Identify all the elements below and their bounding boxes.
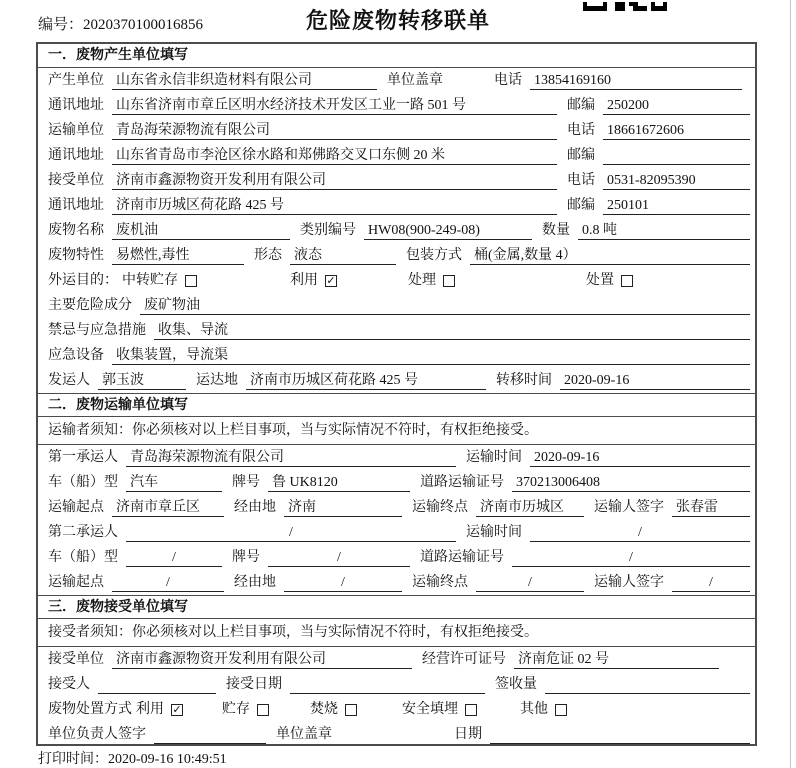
field-value: / xyxy=(476,574,584,592)
notice-row: 运输者须知：你必须核对以上栏目事项，当与实际情况不符时，有权拒绝接受。 xyxy=(38,417,755,445)
form-row xyxy=(38,495,755,520)
section-header: 三．废物接受单位填写 xyxy=(38,595,755,619)
field-value: 青岛海荣源物流有限公司 xyxy=(126,449,456,467)
checkbox-unchecked-icon xyxy=(555,704,567,716)
field-label: 接受日期 xyxy=(226,677,282,692)
spacer xyxy=(447,89,494,90)
field-label: 通讯地址 xyxy=(48,148,104,163)
field-label: 应急设备 xyxy=(48,348,104,363)
checkbox-unchecked-icon xyxy=(345,704,357,716)
field-label: 禁忌与应急措施 xyxy=(48,323,146,338)
checkbox-unchecked-icon xyxy=(621,275,633,287)
field-value: 桶(金属,数量 4） xyxy=(470,247,750,265)
field-label: 转移时间 xyxy=(496,373,552,388)
field-value: 2020-09-16 xyxy=(560,372,750,390)
field-label: 主要危险成分 xyxy=(48,298,132,313)
checkbox-item xyxy=(136,701,222,719)
field-value: 370213006408 xyxy=(512,474,750,492)
field-value xyxy=(98,676,216,694)
field-value: 山东省济南市章丘区明水经济技术开发区工业一路 501 号 xyxy=(112,97,557,115)
spacer xyxy=(729,668,752,669)
field-value: 0531-82095390 xyxy=(603,172,750,190)
field-label: 产生单位 xyxy=(48,73,104,88)
form-row xyxy=(38,68,755,93)
form-row xyxy=(38,697,755,722)
field-value: / xyxy=(672,574,750,592)
field-value: 济南市鑫源物资开发利用有限公司 xyxy=(112,651,412,669)
form-row xyxy=(38,293,755,318)
field-label: 运输起点 xyxy=(48,500,104,515)
field-label: 经营许可证号 xyxy=(422,652,506,667)
field-value: / xyxy=(126,524,456,542)
field-value xyxy=(545,676,750,694)
form-row xyxy=(38,520,755,545)
section-1 xyxy=(38,44,755,393)
field-value: 废机油 xyxy=(112,222,290,240)
field-value: 山东省永信非织造材料有限公司 xyxy=(112,72,377,90)
field-label: 运输时间 xyxy=(466,450,522,465)
field-label: 接受单位 xyxy=(48,173,104,188)
field-label: 单位盖章 xyxy=(276,727,332,742)
checkbox-item xyxy=(408,272,586,290)
checkbox-label: 处理 xyxy=(408,273,436,288)
field-value: / xyxy=(512,549,750,567)
field-label: 牌号 xyxy=(232,550,260,565)
field-value xyxy=(154,726,266,744)
form-row xyxy=(38,268,755,293)
field-label: 接受单位 xyxy=(48,652,104,667)
field-label: 废物处置方式 xyxy=(48,702,132,717)
section-header: 二．废物运输单位填写 xyxy=(38,393,755,417)
print-time-label: 打印时间： xyxy=(38,752,108,767)
field-label: 邮编 xyxy=(567,148,595,163)
field-value: 液态 xyxy=(290,247,396,265)
qr-code-fragment-icon xyxy=(583,0,667,9)
serial-number-value: 2020370100016856 xyxy=(83,17,204,33)
checkbox-unchecked-icon xyxy=(257,704,269,716)
field-label: 道路运输证号 xyxy=(420,550,504,565)
checkbox-label: 安全填埋 xyxy=(402,702,458,717)
field-value: 济南危证 02 号 xyxy=(514,651,719,669)
field-label: 单位负责人签字 xyxy=(48,727,146,742)
print-time-value: 2020-09-16 10:49:51 xyxy=(108,752,227,767)
checkbox-checked-icon: ✓ xyxy=(326,274,336,287)
serial-number-label: 编号： xyxy=(38,17,84,33)
checkbox-item xyxy=(222,701,310,719)
field-value: 0.8 吨 xyxy=(578,222,750,240)
page-title: 危险废物转移联单 xyxy=(305,9,490,34)
form-row xyxy=(38,218,755,243)
field-label: 运输时间 xyxy=(466,525,522,540)
field-value: 张春雷 xyxy=(672,499,750,517)
form-row xyxy=(38,570,755,595)
field-value: 济南市历城区荷花路 425 号 xyxy=(246,372,486,390)
field-label: 发运人 xyxy=(48,373,90,388)
field-label: 运输终点 xyxy=(412,500,468,515)
field-label: 第二承运人 xyxy=(48,525,118,540)
field-label: 邮编 xyxy=(567,98,595,113)
section-2 xyxy=(38,393,755,595)
checkbox-checked-icon: ✓ xyxy=(172,703,182,716)
section-header: 一．废物产生单位填写 xyxy=(38,44,755,68)
field-value: / xyxy=(530,524,750,542)
form-row xyxy=(38,318,755,343)
checkbox-label: 利用 xyxy=(136,702,164,717)
field-label: 道路运输证号 xyxy=(420,475,504,490)
field-value: 250200 xyxy=(603,97,750,115)
field-value: 易燃性,毒性 xyxy=(112,247,244,265)
field-label: 包装方式 xyxy=(406,248,462,263)
field-label: 运输人签字 xyxy=(594,500,664,515)
form-row xyxy=(38,672,755,697)
field-value: 济南市鑫源物资开发利用有限公司 xyxy=(112,172,557,190)
field-label: 日期 xyxy=(454,727,482,742)
field-value: 济南市章丘区 xyxy=(112,499,224,517)
form-box xyxy=(36,42,757,746)
field-value: 收集、导流 xyxy=(154,322,750,340)
form-row xyxy=(38,143,755,168)
field-value xyxy=(490,726,750,744)
checkbox-unchecked-icon xyxy=(185,275,197,287)
checkbox-label: 其他 xyxy=(520,702,548,717)
field-value: 250101 xyxy=(603,197,750,215)
field-value xyxy=(290,676,485,694)
form-row xyxy=(38,93,755,118)
field-value: 郭玉波 xyxy=(98,372,186,390)
field-label: 废物名称 xyxy=(48,223,104,238)
field-value: / xyxy=(112,574,224,592)
field-value: / xyxy=(284,574,402,592)
form-row xyxy=(38,545,755,570)
checkbox-item xyxy=(290,272,408,290)
field-label: 运输人签字 xyxy=(594,575,664,590)
spacer xyxy=(336,743,454,744)
field-label: 签收量 xyxy=(495,677,537,692)
field-label: 电话 xyxy=(494,73,522,88)
form-row xyxy=(38,118,755,143)
field-value: 收集装置，导流渠 xyxy=(112,347,750,365)
field-value: / xyxy=(126,549,222,567)
field-label: 类别编号 xyxy=(300,223,356,238)
field-label: 数量 xyxy=(542,223,570,238)
field-value: 13854169160 xyxy=(530,72,742,90)
form-row xyxy=(38,445,755,470)
field-value: 2020-09-16 xyxy=(530,449,750,467)
checkbox-unchecked-icon xyxy=(465,704,477,716)
section-3 xyxy=(38,595,755,746)
field-value: 青岛海荣源物流有限公司 xyxy=(112,122,557,140)
checkbox-item xyxy=(586,272,633,290)
field-label: 运输起点 xyxy=(48,575,104,590)
field-value: 济南市历城区 xyxy=(476,499,584,517)
checkbox-item xyxy=(310,701,402,719)
form-row xyxy=(38,193,755,218)
field-label: 运输单位 xyxy=(48,123,104,138)
field-label: 废物特性 xyxy=(48,248,104,263)
field-label: 接受人 xyxy=(48,677,90,692)
field-label: 邮编 xyxy=(567,198,595,213)
checkbox-label: 中转贮存 xyxy=(122,273,178,288)
field-label: 第一承运人 xyxy=(48,450,118,465)
page-edge-line xyxy=(790,0,791,768)
checkbox-item xyxy=(122,272,290,290)
field-label: 单位盖章 xyxy=(387,73,443,88)
checkbox-label: 利用 xyxy=(290,273,318,288)
checkbox-label: 处置 xyxy=(586,273,614,288)
form-row xyxy=(38,368,755,393)
field-value: 山东省青岛市李沧区徐水路和郑佛路交叉口东侧 20 米 xyxy=(112,147,557,165)
checkbox-item xyxy=(520,701,567,719)
field-label: 外运目的： xyxy=(48,273,118,288)
checkbox-unchecked-icon xyxy=(443,275,455,287)
field-value: 济南 xyxy=(284,499,402,517)
field-label: 经由地 xyxy=(234,500,276,515)
form-row xyxy=(38,243,755,268)
form-row xyxy=(38,722,755,746)
field-label: 运达地 xyxy=(196,373,238,388)
form-row xyxy=(38,470,755,495)
checkbox-item xyxy=(402,701,520,719)
field-value: 济南市历城区荷花路 425 号 xyxy=(112,197,557,215)
field-label: 通讯地址 xyxy=(48,98,104,113)
form-row xyxy=(38,168,755,193)
field-label: 车（船）型 xyxy=(48,475,118,490)
field-value: 鲁 UK8120 xyxy=(268,474,410,492)
field-label: 经由地 xyxy=(234,575,276,590)
field-label: 运输终点 xyxy=(412,575,468,590)
form-row xyxy=(38,343,755,368)
checkbox-label: 贮存 xyxy=(222,702,250,717)
field-label: 电话 xyxy=(567,123,595,138)
field-label: 通讯地址 xyxy=(48,198,104,213)
field-value xyxy=(603,147,750,165)
field-value: 汽车 xyxy=(126,474,222,492)
field-label: 形态 xyxy=(254,248,282,263)
field-value: 废矿物油 xyxy=(140,297,750,315)
field-label: 牌号 xyxy=(232,475,260,490)
print-time-line xyxy=(38,748,227,768)
field-value: / xyxy=(268,549,410,567)
field-label: 电话 xyxy=(567,173,595,188)
field-value: 18661672606 xyxy=(603,122,750,140)
field-label: 车（船）型 xyxy=(48,550,118,565)
notice-row: 接受者须知：你必须核对以上栏目事项，当与实际情况不符时，有权拒绝接受。 xyxy=(38,619,755,647)
form-row xyxy=(38,647,755,672)
field-value: HW08(900-249-08) xyxy=(364,222,532,240)
checkbox-label: 焚烧 xyxy=(310,702,338,717)
